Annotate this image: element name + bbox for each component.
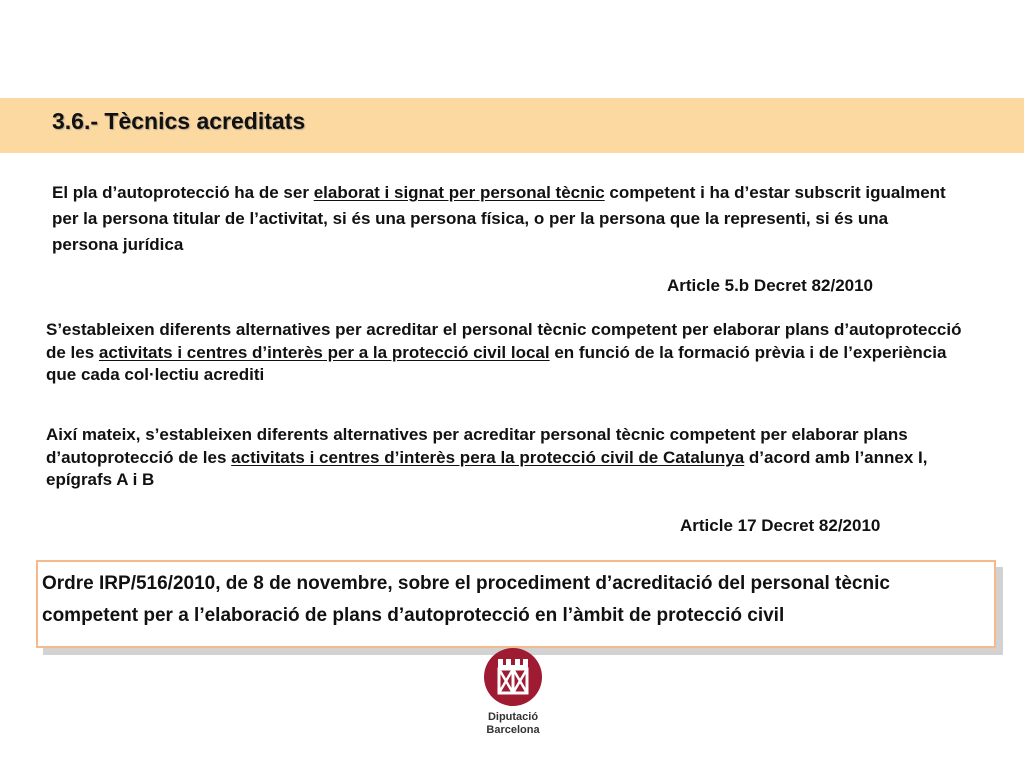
paragraph-3-text: Així mateix, s’estableixen diferents alternatives per acreditar personal tècnic competent per elaborar plans d’autoprotecció de les xyxy=(46,425,908,467)
paragraph-autoproteccio xyxy=(52,180,952,258)
diputacio-barcelona-emblem-icon xyxy=(483,647,543,707)
title-band xyxy=(0,98,1024,153)
order-text: Ordre IRP/516/2010, de 8 de novembre, sobre el procediment d’acreditació del personal tècnic competent per a l’elaboració de plans d’autoprotecció en l’àmbit de protecció civil xyxy=(42,573,890,626)
paragraph-2-text-end: en funció de la formació prèvia i de l’experiència que cada col·lectiu acrediti xyxy=(46,342,947,384)
paragraph-1-text-end: competent i ha d’estar subscrit igualment per la persona titular de l’activitat, si és una persona física, o per la persona que la representi, si és una persona jurídica xyxy=(52,183,946,254)
paragraph-alternatives-catalunya xyxy=(46,424,966,492)
logo-text-diputacio: Diputació xyxy=(487,711,539,723)
slide-title: 3.6.- Tècnics acreditats xyxy=(52,108,306,134)
reference-article-17: Article 17 Decret 82/2010 xyxy=(680,516,881,535)
diputacio-barcelona-logo xyxy=(470,647,556,739)
order-callout-box xyxy=(36,560,996,648)
logo-text-barcelona: Barcelona xyxy=(486,724,540,736)
paragraph-2-text: S’estableixen diferents alternatives per acreditar el personal tècnic competent per elaborar plans d’autoprotecció de les xyxy=(46,320,962,362)
paragraph-2-underlined: activitats i centres d’interès per a la protecció civil local xyxy=(98,342,550,362)
paragraph-3-underlined: activitats i centres d’interès pera la protecció civil de Catalunya xyxy=(231,447,745,467)
paragraph-3-text-end: d’acord amb l’annex I, epígrafs A i B xyxy=(46,447,928,489)
paragraph-alternatives-local xyxy=(46,319,966,387)
paragraph-1-text: El pla d’autoprotecció ha de ser xyxy=(52,183,314,202)
paragraph-1-underlined: elaborat i signat per personal tècnic xyxy=(313,183,605,202)
reference-article-5b: Article 5.b Decret 82/2010 xyxy=(667,276,874,295)
